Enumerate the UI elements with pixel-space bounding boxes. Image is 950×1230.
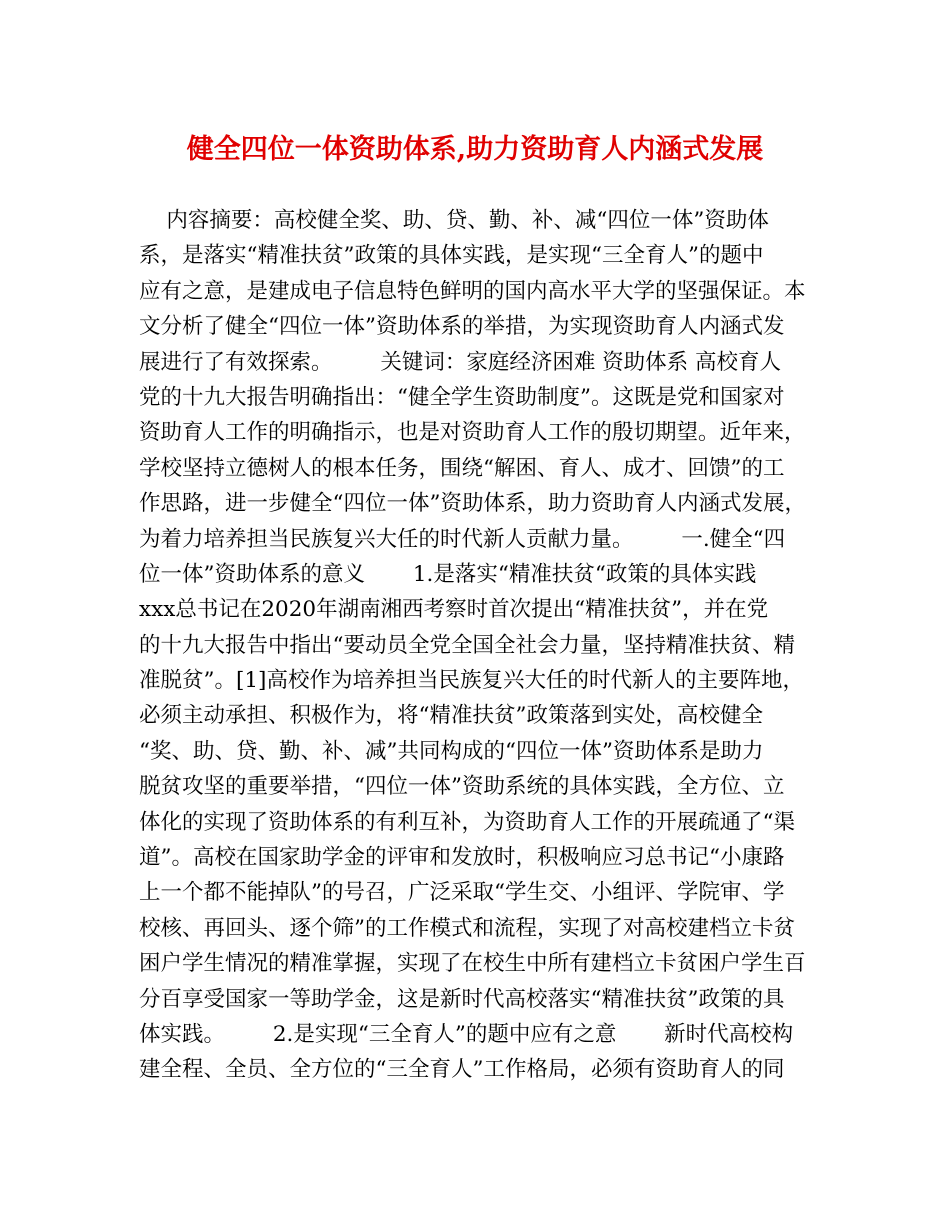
paragraph-line: 资助育人工作的明确指示，也是对资助育人工作的殷切期望。近年来， bbox=[139, 420, 806, 446]
paragraph-line: 学校坚持立德树人的根本任务，围绕“解困、育人、成才、回馈”的工 bbox=[139, 455, 785, 481]
paragraph-line: 党的十九大报告明确指出：“健全学生资助制度”。这既是党和国家对 bbox=[139, 384, 785, 410]
paragraph-line: 体化的实现了资助体系的有利互补，为资助育人工作的开展疏通了“渠 bbox=[139, 809, 795, 835]
paragraph-line: 展进行了有效探索。 关键词：家庭经济困难 资助体系 高校育人 bbox=[139, 349, 782, 375]
paragraph-line: 上一个都不能掉队”的号召，广泛采取“学生交、小组评、学院审、学 bbox=[139, 880, 785, 906]
paragraph-line: 道”。高校在国家助学金的评审和发放时，积极响应习总书记“小康路 bbox=[139, 845, 785, 871]
paragraph-line: 应有之意，是建成电子信息特色鲜明的国内高水平大学的坚强保证。本 bbox=[139, 278, 806, 304]
paragraph-line: 分百享受国家一等助学金，这是新时代高校落实“精准扶贫”政策的具 bbox=[139, 986, 785, 1012]
document-title: 健全四位一体资助体系,助力资助育人内涵式发展 bbox=[186, 134, 764, 165]
paragraph-line: 内容摘要：高校健全奖、助、贷、勤、补、减“四位一体”资助体 bbox=[139, 208, 769, 233]
paragraph-line: 系，是落实“精准扶贫”政策的具体实践，是实现“三全育人”的题中 bbox=[139, 243, 764, 269]
paragraph-line: 的十九大报告中指出“要动员全党全国全社会力量，坚持精准扶贫、精 bbox=[139, 632, 795, 658]
paragraph-line: 困户学生情况的精准掌握，实现了在校生中所有建档立卡贫困户学生百 bbox=[139, 951, 806, 977]
paragraph-line: 脱贫攻坚的重要举措，“四位一体”资助系统的具体实践，全方位、立 bbox=[139, 774, 785, 800]
paragraph-line: 为着力培养担当民族复兴大任的时代新人贡献力量。 一.健全“四 bbox=[139, 526, 786, 552]
paragraph-line: 校核、再回头、逐个筛”的工作模式和流程，实现了对高校建档立卡贫 bbox=[139, 915, 795, 941]
paragraph-line: 位一体”资助体系的意义 1.是落实“精准扶贫“政策的具体实践 bbox=[139, 561, 757, 587]
paragraph-line: 必须主动承担、积极作为，将“精准扶贫”政策落到实处，高校健全 bbox=[139, 703, 763, 729]
paragraph-line: 准脱贫”。[1]高校作为培养担当民族复兴大任的时代新人的主要阵地， bbox=[139, 668, 804, 694]
paragraph-line: xxx总书记在2020年湖南湘西考察时首次提出“精准扶贫”，并在党 bbox=[139, 597, 769, 623]
paragraph-line: “奖、助、贷、勤、补、减”共同构成的“四位一体”资助体系是助力 bbox=[139, 738, 764, 764]
paragraph-line: 体实践。 2.是实现“三全育人”的题中应有之意 新时代高校构 bbox=[139, 1021, 794, 1047]
document-body bbox=[139, 203, 829, 1088]
paragraph-line: 建全程、全员、全方位的“三全育人”工作格局，必须有资助育人的同 bbox=[139, 1057, 785, 1083]
paragraph-line: 文分析了健全“四位一体”资助体系的举措，为实现资助育人内涵式发 bbox=[139, 314, 785, 340]
paragraph-line: 作思路，进一步健全“四位一体”资助体系，助力资助育人内涵式发展， bbox=[139, 491, 806, 517]
